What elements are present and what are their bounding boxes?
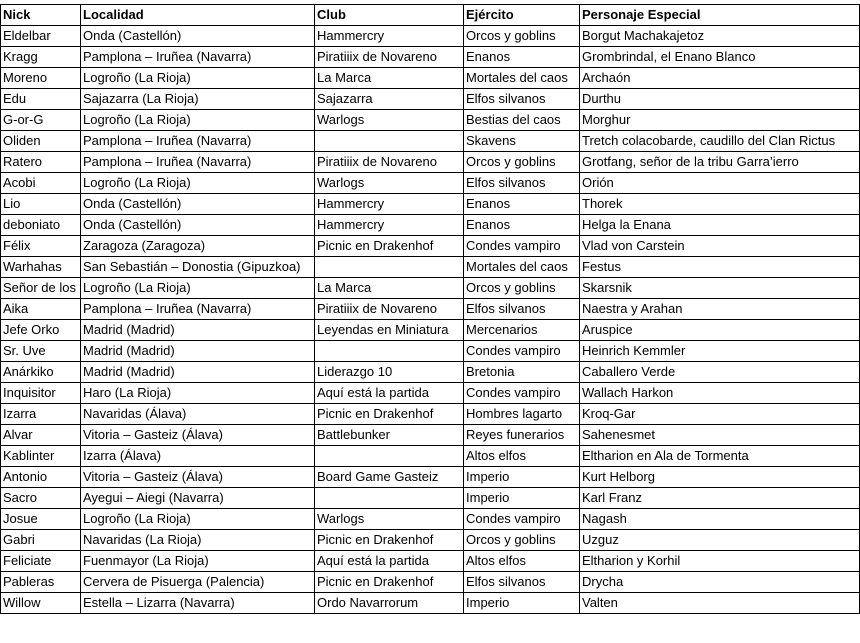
- cell-personaje-especial: Heinrich Kemmler: [580, 341, 860, 362]
- cell-nick: Edu: [1, 89, 81, 110]
- cell-personaje-especial: Durthu: [580, 89, 860, 110]
- cell-localidad: Madrid (Madrid): [81, 341, 315, 362]
- cell-ejercito: Imperio: [464, 488, 580, 509]
- cell-localidad: Ayegui – Aiegi (Navarra): [81, 488, 315, 509]
- cell-ejercito: Orcos y goblins: [464, 530, 580, 551]
- cell-ejercito: Bestias del caos: [464, 110, 580, 131]
- cell-nick: Josue: [1, 509, 81, 530]
- cell-localidad: Onda (Castellón): [81, 215, 315, 236]
- table-row: [1, 131, 860, 152]
- cell-ejercito: Elfos silvanos: [464, 572, 580, 593]
- cell-club: Warlogs: [315, 110, 464, 131]
- table-row: [1, 26, 860, 47]
- cell-localidad: Logroño (La Rioja): [81, 68, 315, 89]
- cell-nick: Warhahas: [1, 257, 81, 278]
- cell-ejercito: Enanos: [464, 194, 580, 215]
- cell-ejercito: Mortales del caos: [464, 68, 580, 89]
- cell-club: Piratiiix de Novareno: [315, 152, 464, 173]
- cell-club: [315, 446, 464, 467]
- cell-localidad: Logroño (La Rioja): [81, 278, 315, 299]
- table-row: [1, 173, 860, 194]
- cell-personaje-especial: Morghur: [580, 110, 860, 131]
- cell-personaje-especial: Nagash: [580, 509, 860, 530]
- cell-club: Liderazgo 10: [315, 362, 464, 383]
- cell-personaje-especial: Archaón: [580, 68, 860, 89]
- cell-personaje-especial: Skarsnik: [580, 278, 860, 299]
- cell-personaje-especial: Borgut Machakajetoz: [580, 26, 860, 47]
- cell-personaje-especial: Kroq-Gar: [580, 404, 860, 425]
- cell-ejercito: Enanos: [464, 215, 580, 236]
- cell-nick: Sacro: [1, 488, 81, 509]
- table-row: [1, 110, 860, 131]
- cell-ejercito: Orcos y goblins: [464, 26, 580, 47]
- cell-ejercito: Elfos silvanos: [464, 173, 580, 194]
- table-row: [1, 89, 860, 110]
- cell-nick: Anárkiko: [1, 362, 81, 383]
- cell-personaje-especial: Eltharion en Ala de Tormenta: [580, 446, 860, 467]
- cell-club: Ordo Navarrorum: [315, 593, 464, 614]
- cell-nick: Antonio: [1, 467, 81, 488]
- table-row: [1, 509, 860, 530]
- cell-club: Picnic en Drakenhof: [315, 530, 464, 551]
- cell-ejercito: Elfos silvanos: [464, 299, 580, 320]
- table-row: [1, 467, 860, 488]
- cell-club: [315, 131, 464, 152]
- cell-localidad: Haro (La Rioja): [81, 383, 315, 404]
- cell-nick: Eldelbar: [1, 26, 81, 47]
- cell-nick: Willow: [1, 593, 81, 614]
- cell-personaje-especial: Aruspice: [580, 320, 860, 341]
- cell-ejercito: Condes vampiro: [464, 341, 580, 362]
- cell-localidad: Zaragoza (Zaragoza): [81, 236, 315, 257]
- cell-localidad: Logroño (La Rioja): [81, 509, 315, 530]
- header-personaje-especial: Personaje Especial: [580, 5, 860, 26]
- cell-club: [315, 341, 464, 362]
- cell-ejercito: Reyes funerarios: [464, 425, 580, 446]
- cell-personaje-especial: Valten: [580, 593, 860, 614]
- cell-ejercito: Mercenarios: [464, 320, 580, 341]
- cell-localidad: Estella – Lizarra (Navarra): [81, 593, 315, 614]
- cell-ejercito: Orcos y goblins: [464, 278, 580, 299]
- cell-localidad: Logroño (La Rioja): [81, 173, 315, 194]
- cell-nick: Izarra: [1, 404, 81, 425]
- table-row: [1, 47, 860, 68]
- cell-localidad: Pamplona – Iruñea (Navarra): [81, 299, 315, 320]
- cell-club: Hammercry: [315, 26, 464, 47]
- cell-personaje-especial: Karl Franz: [580, 488, 860, 509]
- cell-club: [315, 257, 464, 278]
- cell-localidad: Sajazarra (La Rioja): [81, 89, 315, 110]
- cell-personaje-especial: Caballero Verde: [580, 362, 860, 383]
- cell-ejercito: Altos elfos: [464, 551, 580, 572]
- header-club: Club: [315, 5, 464, 26]
- table-row: [1, 446, 860, 467]
- cell-club: Aquí está la partida: [315, 551, 464, 572]
- table-row: [1, 278, 860, 299]
- table-row: [1, 530, 860, 551]
- cell-ejercito: Elfos silvanos: [464, 89, 580, 110]
- cell-personaje-especial: Drycha: [580, 572, 860, 593]
- table-row: [1, 488, 860, 509]
- cell-club: Piratiiix de Novareno: [315, 299, 464, 320]
- cell-club: Sajazarra: [315, 89, 464, 110]
- table-body: [1, 26, 860, 614]
- cell-personaje-especial: Uzguz: [580, 530, 860, 551]
- cell-ejercito: Hombres lagarto: [464, 404, 580, 425]
- table-row: [1, 152, 860, 173]
- cell-nick: Kablinter: [1, 446, 81, 467]
- cell-localidad: San Sebastián – Donostia (Gipuzkoa): [81, 257, 315, 278]
- cell-nick: Señor de los: [1, 278, 81, 299]
- cell-club: Picnic en Drakenhof: [315, 404, 464, 425]
- header-localidad: Localidad: [81, 5, 315, 26]
- cell-ejercito: Bretonia: [464, 362, 580, 383]
- cell-ejercito: Condes vampiro: [464, 383, 580, 404]
- table-row: [1, 425, 860, 446]
- cell-localidad: Logroño (La Rioja): [81, 110, 315, 131]
- table-row: [1, 593, 860, 614]
- cell-localidad: Vitoria – Gasteiz (Álava): [81, 425, 315, 446]
- cell-club: Hammercry: [315, 215, 464, 236]
- cell-ejercito: Imperio: [464, 467, 580, 488]
- cell-personaje-especial: Grombrindal, el Enano Blanco: [580, 47, 860, 68]
- cell-nick: Félix: [1, 236, 81, 257]
- cell-localidad: Madrid (Madrid): [81, 362, 315, 383]
- cell-club: Battlebunker: [315, 425, 464, 446]
- cell-personaje-especial: Eltharion y Korhil: [580, 551, 860, 572]
- cell-nick: Lio: [1, 194, 81, 215]
- cell-nick: Alvar: [1, 425, 81, 446]
- cell-localidad: Vitoria – Gasteiz (Álava): [81, 467, 315, 488]
- cell-club: Leyendas en Miniatura: [315, 320, 464, 341]
- cell-club: Warlogs: [315, 173, 464, 194]
- cell-ejercito: Skavens: [464, 131, 580, 152]
- cell-club: Picnic en Drakenhof: [315, 572, 464, 593]
- header-row: [1, 5, 860, 26]
- cell-personaje-especial: Thorek: [580, 194, 860, 215]
- cell-ejercito: Altos elfos: [464, 446, 580, 467]
- table-row: [1, 194, 860, 215]
- table-row: [1, 236, 860, 257]
- cell-nick: Ratero: [1, 152, 81, 173]
- cell-localidad: Pamplona – Iruñea (Navarra): [81, 47, 315, 68]
- cell-club: Aquí está la partida: [315, 383, 464, 404]
- cell-nick: Pableras: [1, 572, 81, 593]
- cell-ejercito: Orcos y goblins: [464, 152, 580, 173]
- table-row: [1, 68, 860, 89]
- cell-ejercito: Imperio: [464, 593, 580, 614]
- cell-nick: deboniato: [1, 215, 81, 236]
- cell-localidad: Izarra (Álava): [81, 446, 315, 467]
- table-row: [1, 299, 860, 320]
- cell-club: Warlogs: [315, 509, 464, 530]
- cell-nick: Oliden: [1, 131, 81, 152]
- cell-club: Board Game Gasteiz: [315, 467, 464, 488]
- cell-personaje-especial: Orión: [580, 173, 860, 194]
- cell-nick: Feliciate: [1, 551, 81, 572]
- cell-personaje-especial: Vlad von Carstein: [580, 236, 860, 257]
- table-row: [1, 341, 860, 362]
- cell-localidad: Onda (Castellón): [81, 194, 315, 215]
- cell-club: Piratiiix de Novareno: [315, 47, 464, 68]
- table-row: [1, 215, 860, 236]
- cell-localidad: Fuenmayor (La Rioja): [81, 551, 315, 572]
- cell-club: La Marca: [315, 278, 464, 299]
- table-row: [1, 551, 860, 572]
- roster-table: [0, 4, 860, 614]
- cell-localidad: Pamplona – Iruñea (Navarra): [81, 152, 315, 173]
- cell-personaje-especial: Wallach Harkon: [580, 383, 860, 404]
- table-row: [1, 383, 860, 404]
- cell-personaje-especial: Grotfang, señor de la tribu Garra’ierro: [580, 152, 860, 173]
- cell-nick: G-or-G: [1, 110, 81, 131]
- cell-localidad: Onda (Castellón): [81, 26, 315, 47]
- table-row: [1, 320, 860, 341]
- cell-personaje-especial: Naestra y Arahan: [580, 299, 860, 320]
- header-ejercito: Ejército: [464, 5, 580, 26]
- cell-localidad: Pamplona – Iruñea (Navarra): [81, 131, 315, 152]
- cell-nick: Sr. Uve: [1, 341, 81, 362]
- cell-localidad: Navaridas (La Rioja): [81, 530, 315, 551]
- table-row: [1, 404, 860, 425]
- cell-ejercito: Enanos: [464, 47, 580, 68]
- cell-nick: Inquisitor: [1, 383, 81, 404]
- cell-localidad: Navaridas (Álava): [81, 404, 315, 425]
- table-row: [1, 257, 860, 278]
- cell-personaje-especial: Sahenesmet: [580, 425, 860, 446]
- cell-nick: Moreno: [1, 68, 81, 89]
- cell-nick: Jefe Orko: [1, 320, 81, 341]
- cell-ejercito: Mortales del caos: [464, 257, 580, 278]
- cell-nick: Gabri: [1, 530, 81, 551]
- cell-localidad: Cervera de Pisuerga (Palencia): [81, 572, 315, 593]
- cell-personaje-especial: Tretch colacobarde, caudillo del Clan Rictus: [580, 131, 860, 152]
- cell-personaje-especial: Festus: [580, 257, 860, 278]
- cell-nick: Aika: [1, 299, 81, 320]
- cell-nick: Kragg: [1, 47, 81, 68]
- cell-club: La Marca: [315, 68, 464, 89]
- cell-nick: Acobi: [1, 173, 81, 194]
- cell-ejercito: Condes vampiro: [464, 236, 580, 257]
- header-nick: Nick: [1, 5, 81, 26]
- cell-personaje-especial: Kurt Helborg: [580, 467, 860, 488]
- cell-ejercito: Condes vampiro: [464, 509, 580, 530]
- cell-personaje-especial: Helga la Enana: [580, 215, 860, 236]
- table-row: [1, 572, 860, 593]
- cell-club: Picnic en Drakenhof: [315, 236, 464, 257]
- cell-localidad: Madrid (Madrid): [81, 320, 315, 341]
- cell-club: Hammercry: [315, 194, 464, 215]
- table-row: [1, 362, 860, 383]
- cell-club: [315, 488, 464, 509]
